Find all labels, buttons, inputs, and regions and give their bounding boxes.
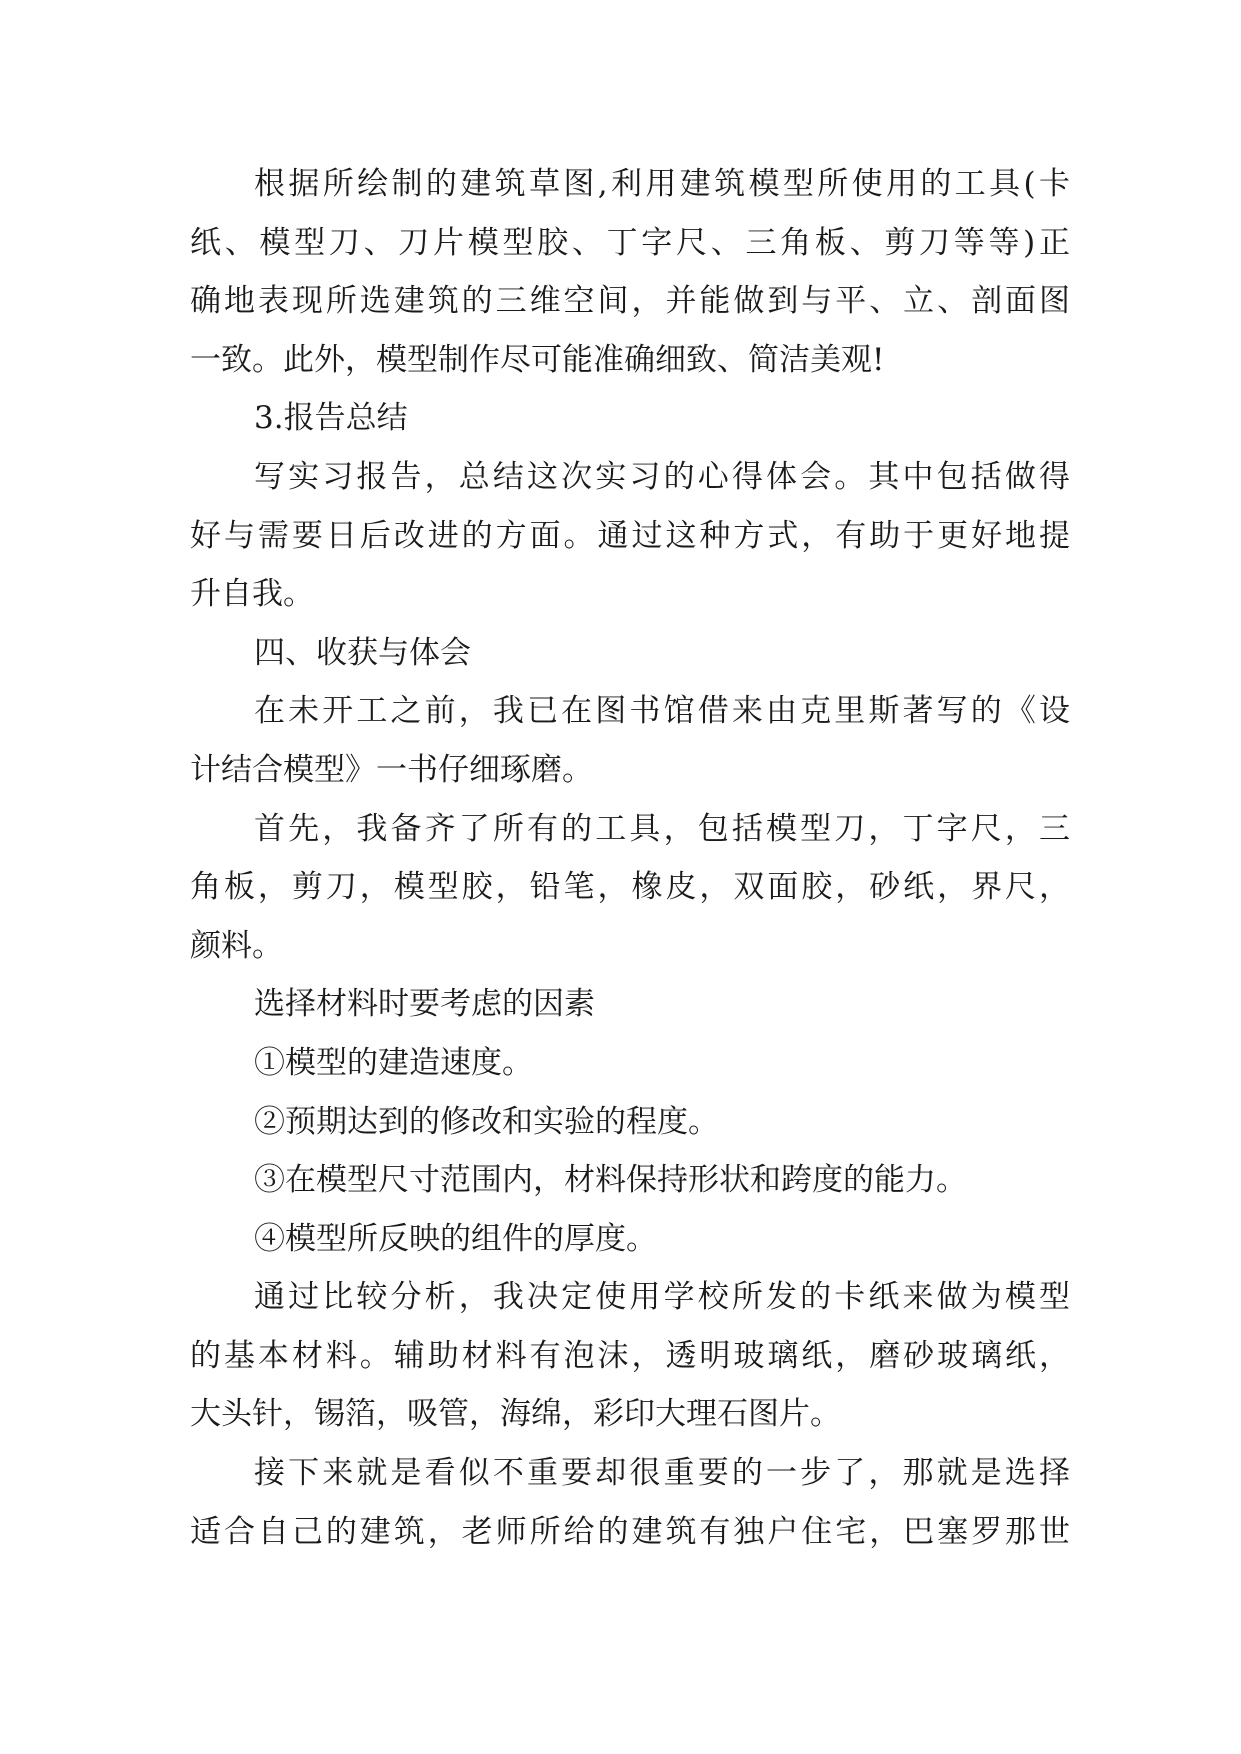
paragraph-preparation [190, 682, 1070, 799]
paragraph-building-choice [190, 1444, 1070, 1561]
text-line: 角板，剪刀，模型胶，铅笔，橡皮，双面胶，砂纸，界尺， [190, 869, 1070, 906]
list-item-factor-3 [190, 1151, 1070, 1210]
paragraph-material-factors [190, 975, 1070, 1034]
text-line: 一致。此外，模型制作尽可能准确细致、简洁美观! [190, 341, 885, 378]
list-item-factor-1 [190, 1034, 1070, 1093]
heading-text: 3.报告总结 [254, 400, 408, 437]
text-line: 好与需要日后改进的方面。通过这种方式，有助于更好地提 [190, 517, 1070, 554]
text-line: 计结合模型》一书仔细琢磨。 [190, 751, 593, 788]
text-line: 选择材料时要考虑的因素 [254, 986, 595, 1023]
text-line: 适合自己的建筑，老师所给的建筑有独户住宅，巴塞罗那世 [190, 1513, 1070, 1550]
text-line: 在未开工之前，我已在图书馆借来由克里斯著写的《设 [254, 693, 1070, 730]
text-line: ③在模型尺寸范围内，材料保持形状和跨度的能力。 [254, 1162, 967, 1199]
text-line: 纸、模型刀、刀片模型胶、丁字尺、三角板、剪刀等等)正 [190, 224, 1070, 261]
text-line: 大头针，锡箔，吸管，海绵，彩印大理石图片。 [190, 1396, 841, 1433]
text-line: ①模型的建造速度。 [254, 1044, 533, 1081]
document-body [190, 155, 1070, 1561]
list-item-factor-4 [190, 1210, 1070, 1269]
text-line: ④模型所反映的组件的厚度。 [254, 1220, 657, 1257]
paragraph-model-making [190, 155, 1070, 389]
text-line: 升自我。 [190, 576, 314, 613]
text-line: 确地表现所选建筑的三维空间，并能做到与平、立、剖面图 [190, 283, 1070, 320]
text-line: 写实习报告，总结这次实习的心得体会。其中包括做得 [254, 458, 1070, 495]
section-heading-report-summary [190, 389, 1070, 448]
text-line: 根据所绘制的建筑草图,利用建筑模型所使用的工具(卡 [254, 166, 1070, 202]
text-line: 首先，我备齐了所有的工具，包括模型刀，丁字尺，三 [254, 810, 1070, 847]
text-line: 颜料。 [190, 927, 283, 964]
text-line: ②预期达到的修改和实验的程度。 [254, 1103, 719, 1140]
text-line: 的基本材料。辅助材料有泡沫，透明玻璃纸，磨砂玻璃纸， [190, 1337, 1070, 1374]
paragraph-report [190, 448, 1070, 624]
heading-text: 四、收获与体会 [254, 634, 471, 671]
section-heading-gains [190, 624, 1070, 683]
paragraph-tools [190, 800, 1070, 976]
list-item-factor-2 [190, 1093, 1070, 1152]
paragraph-materials-chosen [190, 1268, 1070, 1444]
text-line: 通过比较分析，我决定使用学校所发的卡纸来做为模型 [254, 1279, 1070, 1316]
text-line: 接下来就是看似不重要却很重要的一步了，那就是选择 [254, 1455, 1070, 1492]
